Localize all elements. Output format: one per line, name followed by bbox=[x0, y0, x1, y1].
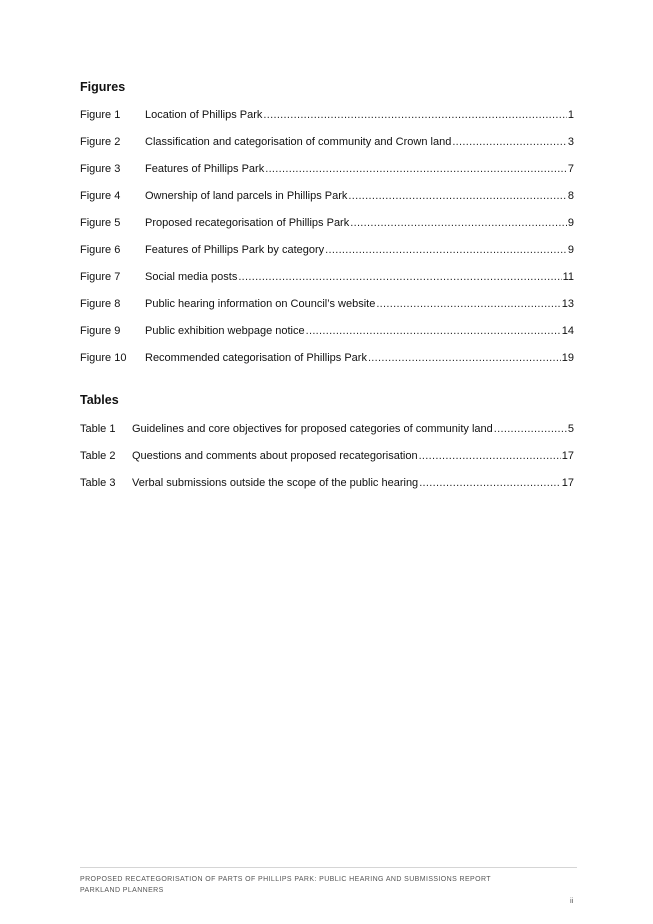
entry-title: Ownership of land parcels in Phillips Park bbox=[145, 190, 348, 202]
figure-toc-entry[interactable] bbox=[80, 351, 574, 378]
entry-page-number: 17 bbox=[561, 450, 574, 462]
figure-toc-entry[interactable] bbox=[80, 297, 574, 324]
dot-leader bbox=[265, 162, 567, 176]
table-toc-entry[interactable] bbox=[80, 476, 574, 503]
entry-title: Features of Phillips Park bbox=[145, 163, 265, 175]
entry-label: Figure 10 bbox=[80, 352, 127, 364]
entry-label: Table 3 bbox=[80, 477, 116, 489]
table-toc-entry[interactable] bbox=[80, 449, 574, 476]
entry-title: Proposed recategorisation of Phillips Park bbox=[145, 217, 350, 229]
entry-page-number: 11 bbox=[562, 271, 574, 283]
tables-heading: Tables bbox=[80, 393, 119, 407]
entry-page-number: 8 bbox=[567, 190, 574, 202]
entry-label: Figure 7 bbox=[80, 271, 121, 283]
dot-leader bbox=[376, 297, 560, 311]
entry-label: Table 2 bbox=[80, 450, 116, 462]
entry-label: Figure 2 bbox=[80, 136, 121, 148]
dot-leader bbox=[348, 189, 567, 203]
entry-label: Figure 4 bbox=[80, 190, 121, 202]
entry-title: Public exhibition webpage notice bbox=[145, 325, 305, 337]
entry-label: Figure 3 bbox=[80, 163, 121, 175]
figures-list bbox=[80, 108, 574, 378]
entry-label: Figure 1 bbox=[80, 109, 121, 121]
dot-leader bbox=[419, 449, 561, 463]
entry-page-number: 7 bbox=[567, 163, 574, 175]
entry-page-number: 19 bbox=[561, 352, 574, 364]
entry-page-number: 17 bbox=[561, 477, 574, 489]
footer bbox=[80, 874, 491, 896]
entry-label: Figure 9 bbox=[80, 325, 121, 337]
figure-toc-entry[interactable] bbox=[80, 216, 574, 243]
entry-page-number: 9 bbox=[567, 217, 574, 229]
entry-label: Table 1 bbox=[80, 423, 116, 435]
entry-page-number: 9 bbox=[567, 244, 574, 256]
dot-leader bbox=[263, 108, 566, 122]
entry-label: Figure 8 bbox=[80, 298, 121, 310]
dot-leader bbox=[494, 422, 567, 436]
entry-title: Classification and categorisation of community and Crown land bbox=[145, 136, 452, 148]
figures-heading: Figures bbox=[80, 80, 126, 94]
dot-leader bbox=[368, 351, 561, 365]
figure-toc-entry[interactable] bbox=[80, 162, 574, 189]
entry-page-number: 1 bbox=[567, 109, 574, 121]
figure-toc-entry[interactable] bbox=[80, 189, 574, 216]
entry-title: Questions and comments about proposed recategorisation bbox=[132, 450, 418, 462]
entry-label: Figure 6 bbox=[80, 244, 121, 256]
entry-title: Verbal submissions outside the scope of the public hearing bbox=[132, 477, 419, 489]
dot-leader bbox=[306, 324, 561, 338]
entry-title: Recommended categorisation of Phillips Park bbox=[145, 352, 367, 364]
page-number: ii bbox=[570, 896, 574, 905]
dot-leader bbox=[452, 135, 567, 149]
entry-title: Location of Phillips Park bbox=[145, 109, 263, 121]
table-toc-entry[interactable] bbox=[80, 422, 574, 449]
tables-list bbox=[80, 422, 574, 503]
footer-report-title: PROPOSED RECATEGORISATION OF PARTS OF PHILLIPS PARK: PUBLIC HEARING AND SUBMISSIONS REPORT bbox=[80, 876, 491, 883]
entry-title: Features of Phillips Park by category bbox=[145, 244, 325, 256]
figure-toc-entry[interactable] bbox=[80, 270, 574, 297]
dot-leader bbox=[419, 476, 561, 490]
entry-title: Guidelines and core objectives for proposed categories of community land bbox=[132, 423, 493, 435]
entry-page-number: 5 bbox=[567, 423, 574, 435]
figure-toc-entry[interactable] bbox=[80, 108, 574, 135]
entry-page-number: 14 bbox=[561, 325, 574, 337]
dot-leader bbox=[350, 216, 567, 230]
entry-label: Figure 5 bbox=[80, 217, 121, 229]
entry-page-number: 13 bbox=[561, 298, 574, 310]
figure-toc-entry[interactable] bbox=[80, 135, 574, 162]
entry-title: Public hearing information on Council’s website bbox=[145, 298, 376, 310]
figure-toc-entry[interactable] bbox=[80, 243, 574, 270]
figure-toc-entry[interactable] bbox=[80, 324, 574, 351]
footer-author: PARKLAND PLANNERS bbox=[80, 887, 164, 894]
dot-leader bbox=[238, 270, 561, 284]
footer-divider bbox=[80, 867, 577, 868]
entry-page-number: 3 bbox=[567, 136, 574, 148]
dot-leader bbox=[325, 243, 567, 257]
entry-title: Social media posts bbox=[145, 271, 238, 283]
